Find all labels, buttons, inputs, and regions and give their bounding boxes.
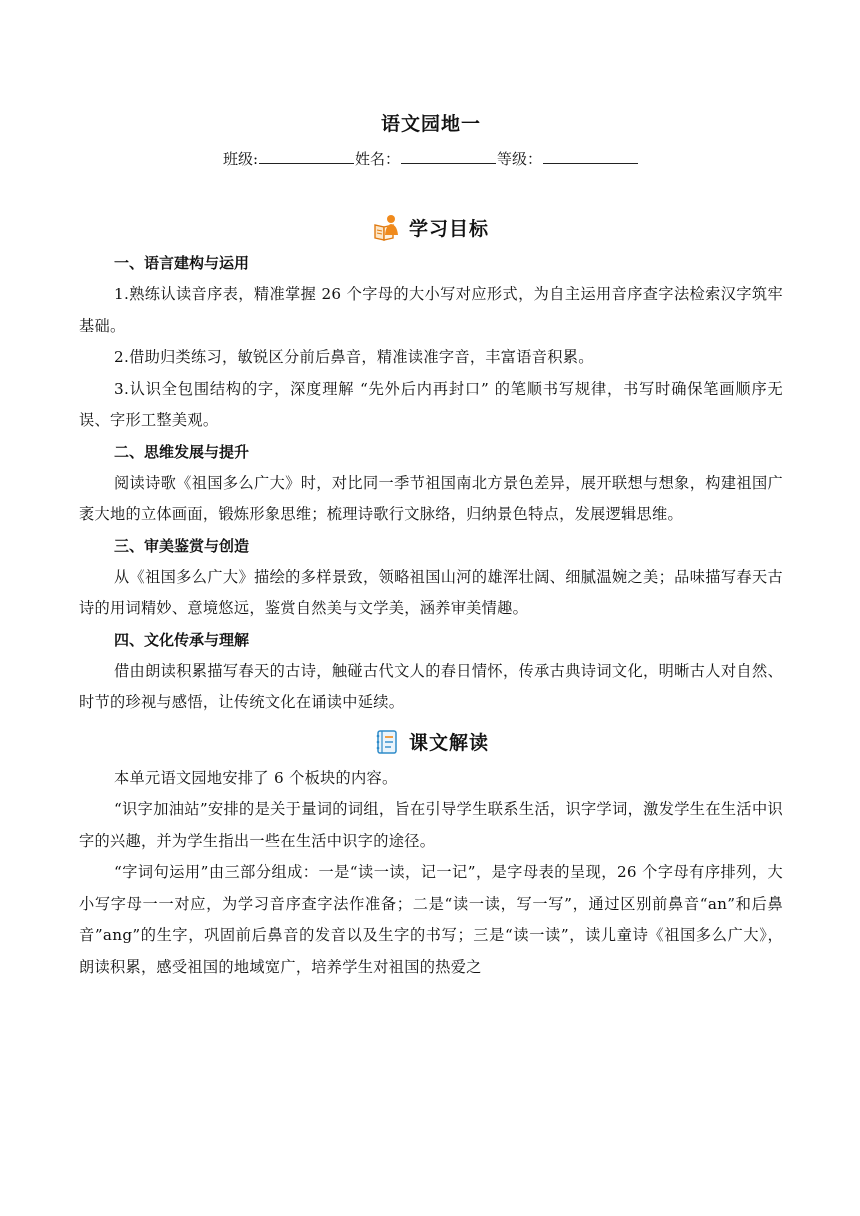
paragraph: 1.熟练认读音序表，精准掌握 26 个字母的大小写对应形式，为自主运用音序查字法检索汉字筑牢基础。: [79, 285, 783, 335]
section-title: 二、思维发展与提升: [114, 442, 250, 461]
paragraph: 借由朗读积累描写春天的古诗，触碰古代文人的春日情怀，传承古典诗词文化，明晰古人对自然、时节的珍视与感悟，让传统文化在诵读中延续。: [79, 661, 783, 711]
paragraph: 本单元语文园地安排了 6 个板块的内容。: [114, 768, 398, 787]
section-title: 三、审美鉴赏与创造: [114, 536, 250, 555]
paragraph: 3.认识全包围结构的字，深度理解 “先外后内再封口” 的笔顺书写规律，书写时确保笔画顺序无误、字形工整美观。: [79, 379, 783, 429]
paragraph: 从《祖国多么广大》描绘的多样景致，领略祖国山河的雄浑壮阔、细腻温婉之美；品味描写春天古诗的用词精妙、意境悠远，鉴赏自然美与文学美，涵养审美情趣。: [79, 567, 783, 617]
class-blank: [259, 149, 354, 164]
reading-heading: [79, 725, 783, 759]
name-blank: [401, 149, 496, 164]
goals-heading-text: 学习目标: [408, 217, 489, 240]
grade-blank: [543, 149, 638, 164]
section-title: 一、语言建构与运用: [114, 254, 250, 272]
section-title: 四、文化传承与理解: [114, 630, 250, 649]
notebook-icon: [373, 728, 401, 756]
reading-heading-text: 课文解读: [408, 732, 489, 754]
class-label: 班级:: [222, 150, 259, 168]
document-content: [79, 110, 783, 983]
paragraph: “识字加油站”安排的是关于量词的词组，旨在引导学生联系生活，识字学词，激发学生在生活中识字的兴趣，并为学生指出一些在生活中识字的途径。: [79, 800, 783, 850]
goals-heading: [79, 210, 783, 244]
reading-person-icon: [373, 213, 401, 241]
name-label: 姓名：: [355, 150, 401, 168]
grade-label: 等级：: [497, 150, 543, 168]
document-title: 语文园地一: [380, 113, 481, 135]
paragraph: 2.借助归类练习，敏锐区分前后鼻音，精准读准字音，丰富语音积累。: [114, 348, 594, 366]
paragraph: “字词句运用”由三部分组成：一是“读一读，记一记”，是字母表的呈现，26 个字母有序排列，大小写字母一一对应，为学习音序查字法作准备；二是“读一读，写一写”，通过区别前鼻音“an”和后鼻音”ang”的生字，巩固前后鼻音的发音以及生字的书写；三是“读一读”，读儿童诗《祖国多么广大》，朗读积累，感受祖国的地域宽广，培养学生对祖国的热爱之: [79, 863, 783, 976]
paragraph: 阅读诗歌《祖国多么广大》时，对比同一季节祖国南北方景色差异，展开联想与想象，构建祖国广袤大地的立体画面，锻炼形象思维；梳理诗歌行文脉络，归纳景色特点，发展逻辑思维。: [79, 473, 783, 523]
student-info-line: [79, 148, 783, 170]
